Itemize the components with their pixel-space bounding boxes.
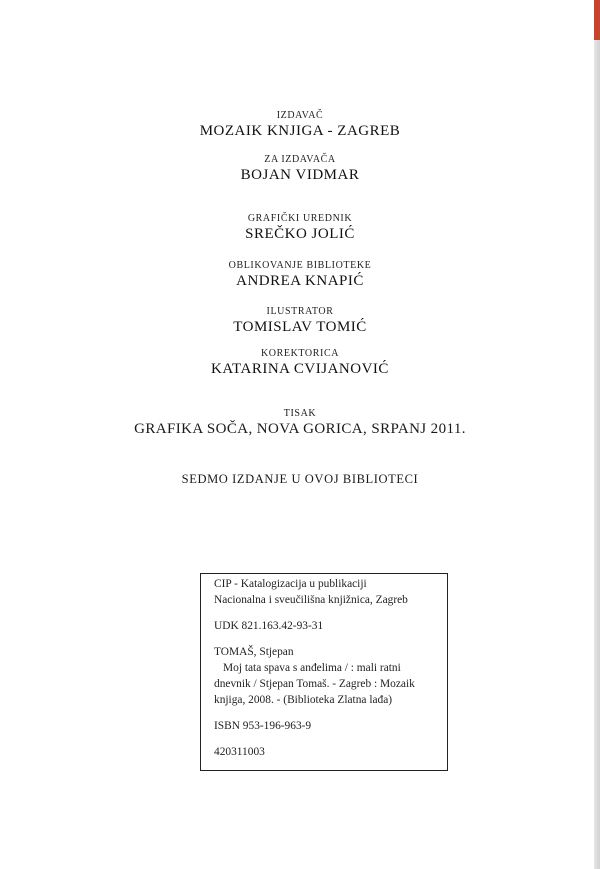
- cip-box: [200, 573, 448, 771]
- cip-description-line: knjiga, 2008. - (Biblioteka Zlatna lađa): [214, 694, 393, 706]
- credit-role: ILUSTRATOR: [266, 306, 334, 317]
- credit-role: IZDAVAČ: [276, 110, 324, 121]
- cip-description-line: dnevnik / Stjepan Tomaš. - Zagreb : Mozaik: [214, 678, 415, 690]
- credit-name: MOZAIK KNJIGA - ZAGREB: [199, 123, 401, 139]
- credit-name: SREČKO JOLIĆ: [245, 226, 355, 242]
- cip-library: Nacionalna i sveučilišna knjižnica, Zagreb: [214, 594, 408, 606]
- credit-name: TOMISLAV TOMIĆ: [233, 319, 367, 335]
- credit-illustrator: [0, 306, 600, 336]
- cip-description-line: Moj tata spava s anđelima / : mali ratni: [223, 662, 401, 674]
- credit-role: KOREKTORICA: [260, 348, 340, 359]
- credit-library-design: [0, 260, 600, 290]
- cip-udk: UDK 821.163.42-93-31: [214, 620, 324, 632]
- cover-edge-strip: [594, 0, 600, 40]
- credit-publisher: [0, 110, 600, 140]
- cip-isbn: ISBN 953-196-963-9: [214, 720, 312, 732]
- credit-graphic-editor: [0, 213, 600, 243]
- credit-proofreader: [0, 348, 600, 378]
- credit-name: KATARINA CVIJANOVIĆ: [211, 361, 389, 377]
- print-name: GRAFIKA SOČA, NOVA GORICA, SRPANJ 2011.: [134, 421, 466, 437]
- credit-role: ZA IZDAVAČA: [264, 154, 336, 165]
- edition-line: [0, 472, 600, 487]
- credit-for-publisher: [0, 154, 600, 184]
- edition-text: SEDMO IZDANJE U OVOJ BIBLIOTECI: [181, 472, 419, 486]
- print-role: TISAK: [283, 408, 317, 419]
- cip-number: 420311003: [214, 746, 265, 758]
- cip-author: TOMAŠ, Stjepan: [214, 646, 294, 658]
- credit-name: ANDREA KNAPIĆ: [236, 273, 364, 289]
- credit-role: GRAFIČKI UREDNIK: [247, 213, 353, 224]
- print-info: [0, 408, 600, 438]
- credit-name: BOJAN VIDMAR: [240, 167, 360, 183]
- cip-title: CIP - Katalogizacija u publikaciji: [214, 578, 367, 590]
- credit-role: OBLIKOVANJE BIBLIOTEKE: [228, 260, 372, 271]
